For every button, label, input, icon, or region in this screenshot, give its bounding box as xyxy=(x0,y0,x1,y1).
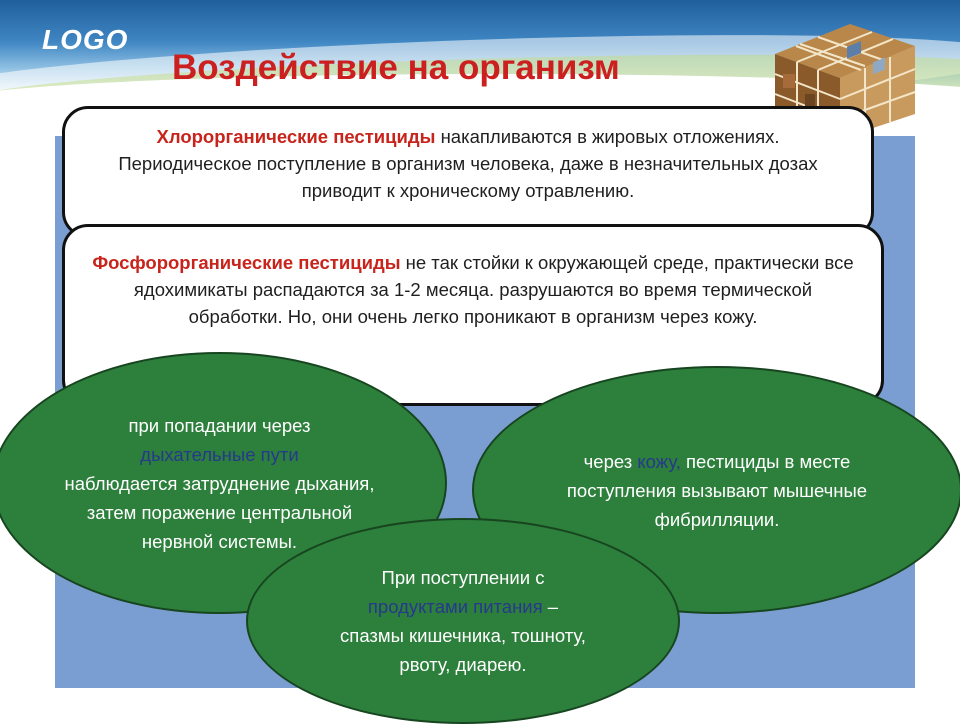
organochlorine-callout xyxy=(62,106,874,238)
food-term: продуктами питания xyxy=(367,596,543,617)
food-line1: При поступлении с xyxy=(381,567,545,588)
food-oval xyxy=(246,518,680,724)
logo: LOGO xyxy=(42,24,129,55)
food-rest: спазмы кишечника, тошноту, рвоту, диарею. xyxy=(340,625,586,675)
organochlorine-term: Хлорорганические пестициды xyxy=(156,126,436,147)
organochlorine-text: накапливаются в жировых отложениях. Периодическое поступление в организм человека, даже в незначительных дозах приводит к хроническому отравлению. xyxy=(118,126,818,201)
food-dash: – xyxy=(542,596,559,617)
organophosphate-text: не так стойки к окружающей среде, практически все ядохимикаты распадаются за 1-2 месяца. разрушаются во время термической обработки. Но, они очень легко проникают в организм через кожу. xyxy=(133,252,854,327)
skin-term: кожу, xyxy=(637,450,681,472)
skin-rest: пестициды в месте поступления вызывают мышечные фибрилляции. xyxy=(566,450,868,530)
skin-pre: через xyxy=(583,450,638,472)
respiratory-rest: наблюдается затруднение дыхания, затем поражение центральной нервной системы. xyxy=(64,472,375,552)
slide-title: Воздействие на организм xyxy=(172,48,620,87)
respiratory-line1: при попадании через xyxy=(128,414,311,436)
organophosphate-term: Фосфорорганические пестициды xyxy=(92,252,401,273)
respiratory-term: дыхательные пути xyxy=(140,443,299,465)
